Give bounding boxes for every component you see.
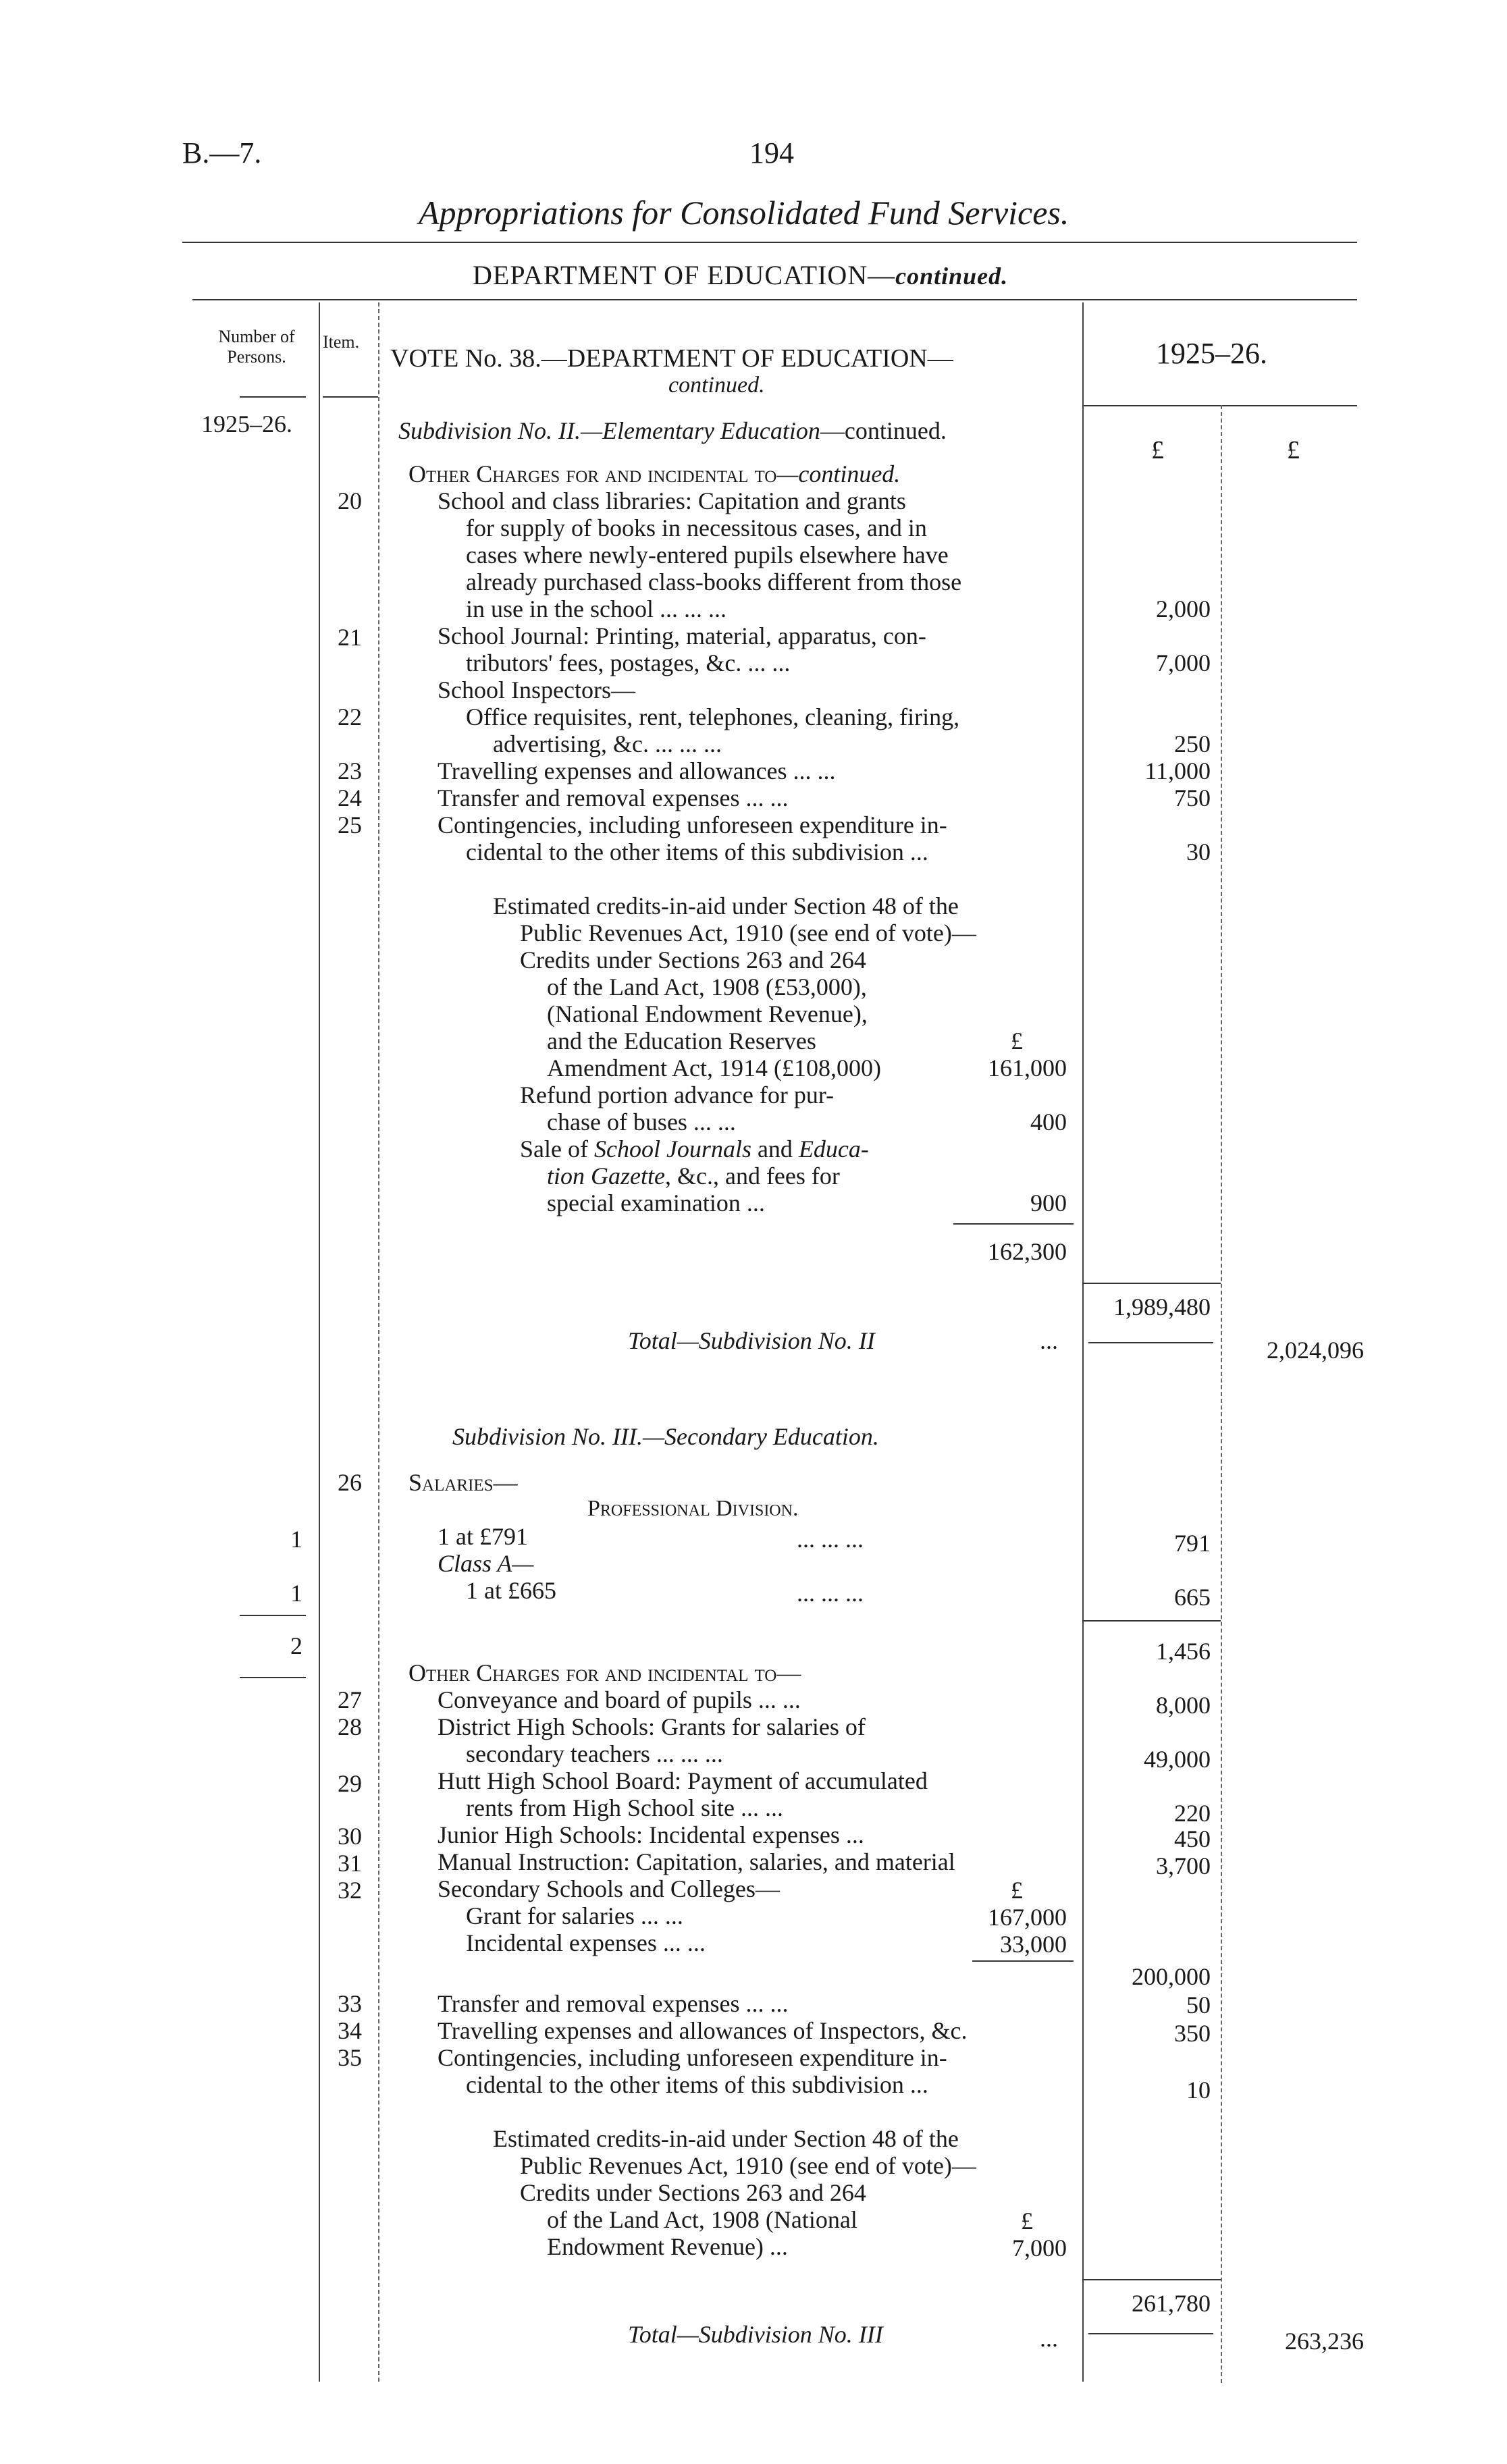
sub3-item-line: Transfer and removal expenses ... ...	[438, 1990, 789, 2017]
sub3-item-amount: 450	[1174, 1825, 1211, 1852]
sub2-total-label: Total—Subdivision No. II	[628, 1327, 875, 1354]
sub2-item-line: for supply of books in necessitous cases, and in	[466, 514, 927, 541]
sub3-professional-division: Professional Division.	[587, 1496, 799, 1521]
sub2-item-amount: 2,000	[1156, 595, 1211, 622]
dept-rule	[192, 299, 1357, 300]
sub2-item-no: 24	[338, 784, 362, 811]
sub2-item-amount: 250	[1174, 730, 1211, 757]
sub2-credit-line: Amendment Act, 1914 (£108,000)	[547, 1054, 881, 1081]
sub3-credit-amount: 7,000	[1012, 2234, 1067, 2261]
sub2-item-amount: 30	[1186, 838, 1211, 865]
sub2-grand-rule	[1088, 1342, 1213, 1343]
sub3-sec-total: 200,000	[1132, 1963, 1211, 1990]
sub3-column-total: 261,780	[1132, 2290, 1211, 2317]
sub2-credit-line: Credits under Sections 263 and 264	[520, 946, 866, 973]
sub2-item-line: tributors' fees, postages, &c. ... ...	[466, 649, 791, 676]
sub3-credits-intro: Public Revenues Act, 1910 (see end of vote)—	[520, 2152, 976, 2179]
sub3-row-dots: ... ... ...	[797, 1580, 864, 1607]
sub3-total-rule	[1082, 2279, 1221, 2280]
year-column-header: 1925–26.	[1156, 337, 1267, 370]
sub3-credit-line: Credits under Sections 263 and 264	[520, 2179, 866, 2206]
sub3-salaries-item: 26	[338, 1469, 362, 1496]
sub2-item-line: School Journal: Printing, material, apparatus, con-	[438, 622, 926, 649]
sub3-item-line: District High Schools: Grants for salaries of	[438, 1713, 866, 1740]
sub3-salaries-total: 1,456	[1156, 1638, 1211, 1665]
sub2-item-no: 22	[338, 703, 362, 730]
sub3-grant-amount: 167,000	[988, 1904, 1067, 1931]
sub3-row-persons: 1	[290, 1580, 302, 1607]
sub2-total-rule	[1082, 1283, 1221, 1284]
persons-total-underline	[240, 1677, 306, 1678]
title-rule	[182, 242, 1357, 243]
sub2-credit-amount: 161,000	[988, 1054, 1067, 1081]
sub2-item-line: Contingencies, including unforeseen expenditure in-	[438, 811, 947, 838]
sub3-row-dots: ... ... ...	[797, 1526, 864, 1553]
pound-column-2: £	[1287, 436, 1300, 464]
sub2-item-amount: 7,000	[1156, 649, 1211, 676]
item-column-header: Item.	[323, 332, 360, 352]
sub2-item-line: in use in the school ... ... ...	[466, 595, 726, 622]
sub3-item-line: secondary teachers ... ... ...	[466, 1740, 723, 1767]
sub2-column-total: 1,989,480	[1113, 1293, 1211, 1320]
item-text-divider	[378, 302, 379, 2382]
sub3-item-line: cidental to the other items of this subdivision ...	[466, 2071, 928, 2098]
sub3-item-no: 33	[338, 1990, 362, 2017]
pound-column-1: £	[1151, 436, 1164, 464]
sub3-credit-line: Endowment Revenue) ...	[547, 2233, 788, 2260]
sub3-total-dots: ...	[1040, 2325, 1058, 2352]
sub2-credit-line: of the Land Act, 1908 (£53,000),	[547, 973, 867, 1000]
sub2-item-amount: 750	[1174, 784, 1211, 811]
sub3-item-no: 35	[338, 2044, 362, 2071]
sub3-grand-total: 263,236	[1285, 2328, 1364, 2355]
sub3-sec-pound: £	[1011, 1877, 1023, 1904]
sub3-sec-rule	[972, 1960, 1074, 1962]
sub2-credit-line: Refund portion advance for pur-	[520, 1081, 835, 1108]
sub3-incidental-amount: 33,000	[1000, 1931, 1067, 1958]
sub3-item-line: Junior High Schools: Incidental expenses ...	[438, 1821, 864, 1848]
sub3-heading: Subdivision No. III.—Secondary Education.	[452, 1423, 879, 1450]
sub3-item-amount: 350	[1174, 2020, 1211, 2047]
sub2-credit-amount: 900	[1030, 1189, 1067, 1216]
sub3-item-amount: 50	[1186, 1991, 1211, 2018]
sub3-item-no: 34	[338, 2017, 362, 2044]
sub3-item-no: 28	[338, 1713, 362, 1740]
sub3-item-line: Hutt High School Board: Payment of accumulated	[438, 1767, 928, 1794]
sub3-item-amount: 8,000	[1156, 1692, 1211, 1719]
sub2-credit-line: Sale of School Journals and Educa-	[520, 1135, 869, 1162]
sub3-credit-pound: £	[1021, 2207, 1033, 2234]
sub2-item-line: cases where newly-entered pupils elsewhere have	[466, 541, 949, 568]
sub2-credit-amount: 400	[1030, 1108, 1067, 1135]
sub3-item-amount: 3,700	[1156, 1852, 1211, 1879]
sub3-incidental-label: Incidental expenses ... ...	[466, 1929, 706, 1956]
sub3-other-charges: Other Charges for and incidental to—	[408, 1659, 801, 1686]
sub2-credits-intro: Public Revenues Act, 1910 (see end of vote)—	[520, 919, 976, 946]
sub3-total-label: Total—Subdivision No. III	[628, 2321, 883, 2348]
sub3-item-no: 31	[338, 1850, 362, 1877]
vote-heading: VOTE No. 38.—DEPARTMENT OF EDUCATION—	[390, 344, 953, 373]
sub2-item-line: School Inspectors—	[438, 676, 635, 703]
sub3-row-label: Class A—	[438, 1550, 534, 1577]
page-number: 194	[749, 136, 794, 169]
item-header-rule	[323, 396, 378, 398]
sub2-item-no: 23	[338, 757, 362, 784]
amount-total-divider	[1221, 405, 1222, 2383]
sub2-item-no: 25	[338, 811, 362, 838]
sub2-credit-line: and the Education Reserves	[547, 1027, 816, 1054]
sub3-grand-rule	[1088, 2333, 1213, 2334]
sub3-credits-intro: Estimated credits-in-aid under Section 48 of the	[493, 2125, 959, 2152]
sub3-grant-label: Grant for salaries ... ...	[466, 1902, 683, 1929]
sub2-credit-line: (National Endowment Revenue),	[547, 1000, 868, 1027]
document-code: B.—7.	[182, 136, 262, 169]
sub2-credit-line: chase of buses ... ...	[547, 1108, 736, 1135]
sub2-item-line: Office requisites, rent, telephones, cleaning, firing,	[466, 703, 960, 730]
sub3-row-amount: 791	[1174, 1530, 1211, 1557]
sub3-credit-line: of the Land Act, 1908 (National	[547, 2206, 857, 2233]
sub3-item-line: Conveyance and board of pupils ... ...	[438, 1686, 801, 1713]
page-title: Appropriations for Consolidated Fund Services.	[419, 194, 1069, 232]
sub3-item-line: Manual Instruction: Capitation, salaries, and material	[438, 1848, 955, 1875]
sub2-total-dots: ...	[1040, 1327, 1058, 1354]
sub2-item-line: advertising, &c. ... ... ...	[493, 730, 722, 757]
sub2-credits-total: 162,300	[988, 1238, 1067, 1265]
sub3-persons-total: 2	[290, 1632, 302, 1659]
sub2-credit-line: special examination ...	[547, 1189, 765, 1216]
persons-year: 1925–26.	[201, 410, 292, 437]
sub3-item-line: Contingencies, including unforeseen expenditure in-	[438, 2044, 947, 2071]
sub3-item-amount: 10	[1186, 2077, 1211, 2104]
sub3-item-no: 29	[338, 1770, 362, 1797]
sub2-item-amount: 11,000	[1144, 757, 1211, 784]
sub2-heading: Subdivision No. II.—Elementary Education—continued.	[398, 417, 947, 444]
sub3-item-line: Secondary Schools and Colleges—	[438, 1875, 780, 1902]
sub3-item-no: 32	[338, 1877, 362, 1904]
sub3-row-amount: 665	[1174, 1584, 1211, 1611]
sub3-salaries-rule	[1082, 1620, 1221, 1622]
persons-item-divider	[319, 302, 320, 2382]
sub2-credit-rule	[953, 1223, 1074, 1225]
sub2-item-no: 20	[338, 487, 362, 514]
sub2-credit-line: tion Gazette, &c., and fees for	[547, 1162, 840, 1189]
sub2-item-line: Transfer and removal expenses ... ...	[438, 784, 789, 811]
sub3-row-label: 1 at £665	[466, 1577, 556, 1604]
persons-header-rule	[240, 396, 306, 398]
sub3-item-amount: 220	[1174, 1800, 1211, 1827]
sub2-credits-intro: Estimated credits-in-aid under Section 48 of the	[493, 892, 959, 919]
sub3-salaries: Salaries—	[408, 1469, 518, 1496]
sub3-item-line: rents from High School site ... ...	[466, 1794, 783, 1821]
sub2-grand-total: 2,024,096	[1267, 1337, 1364, 1364]
sub2-item-line: School and class libraries: Capitation and grants	[438, 487, 906, 514]
year-header-rule	[1082, 405, 1357, 406]
sub3-item-no: 27	[338, 1686, 362, 1713]
sub3-row-persons: 1	[290, 1526, 302, 1553]
sub3-item-amount: 49,000	[1144, 1746, 1211, 1773]
department-heading: DEPARTMENT OF EDUCATION—continued.	[473, 260, 1009, 290]
sub3-row-label: 1 at £791	[438, 1523, 528, 1550]
persons-column-header: Number of Persons.	[218, 327, 295, 367]
sub2-other-charges: Other Charges for and incidental to—continued.	[408, 460, 901, 487]
sub2-item-no: 21	[338, 624, 362, 651]
sub2-item-line: already purchased class-books different from those	[466, 568, 962, 595]
sub3-item-line: Travelling expenses and allowances of Inspectors, &c.	[438, 2017, 968, 2044]
vote-heading-continued: continued.	[668, 373, 765, 398]
sub2-item-line: cidental to the other items of this subdivision ...	[466, 838, 928, 865]
sub3-item-no: 30	[338, 1823, 362, 1850]
persons-total-rule	[240, 1615, 306, 1616]
sub2-credit-pound: £	[1011, 1027, 1023, 1054]
sub2-item-line: Travelling expenses and allowances ... ...	[438, 757, 836, 784]
